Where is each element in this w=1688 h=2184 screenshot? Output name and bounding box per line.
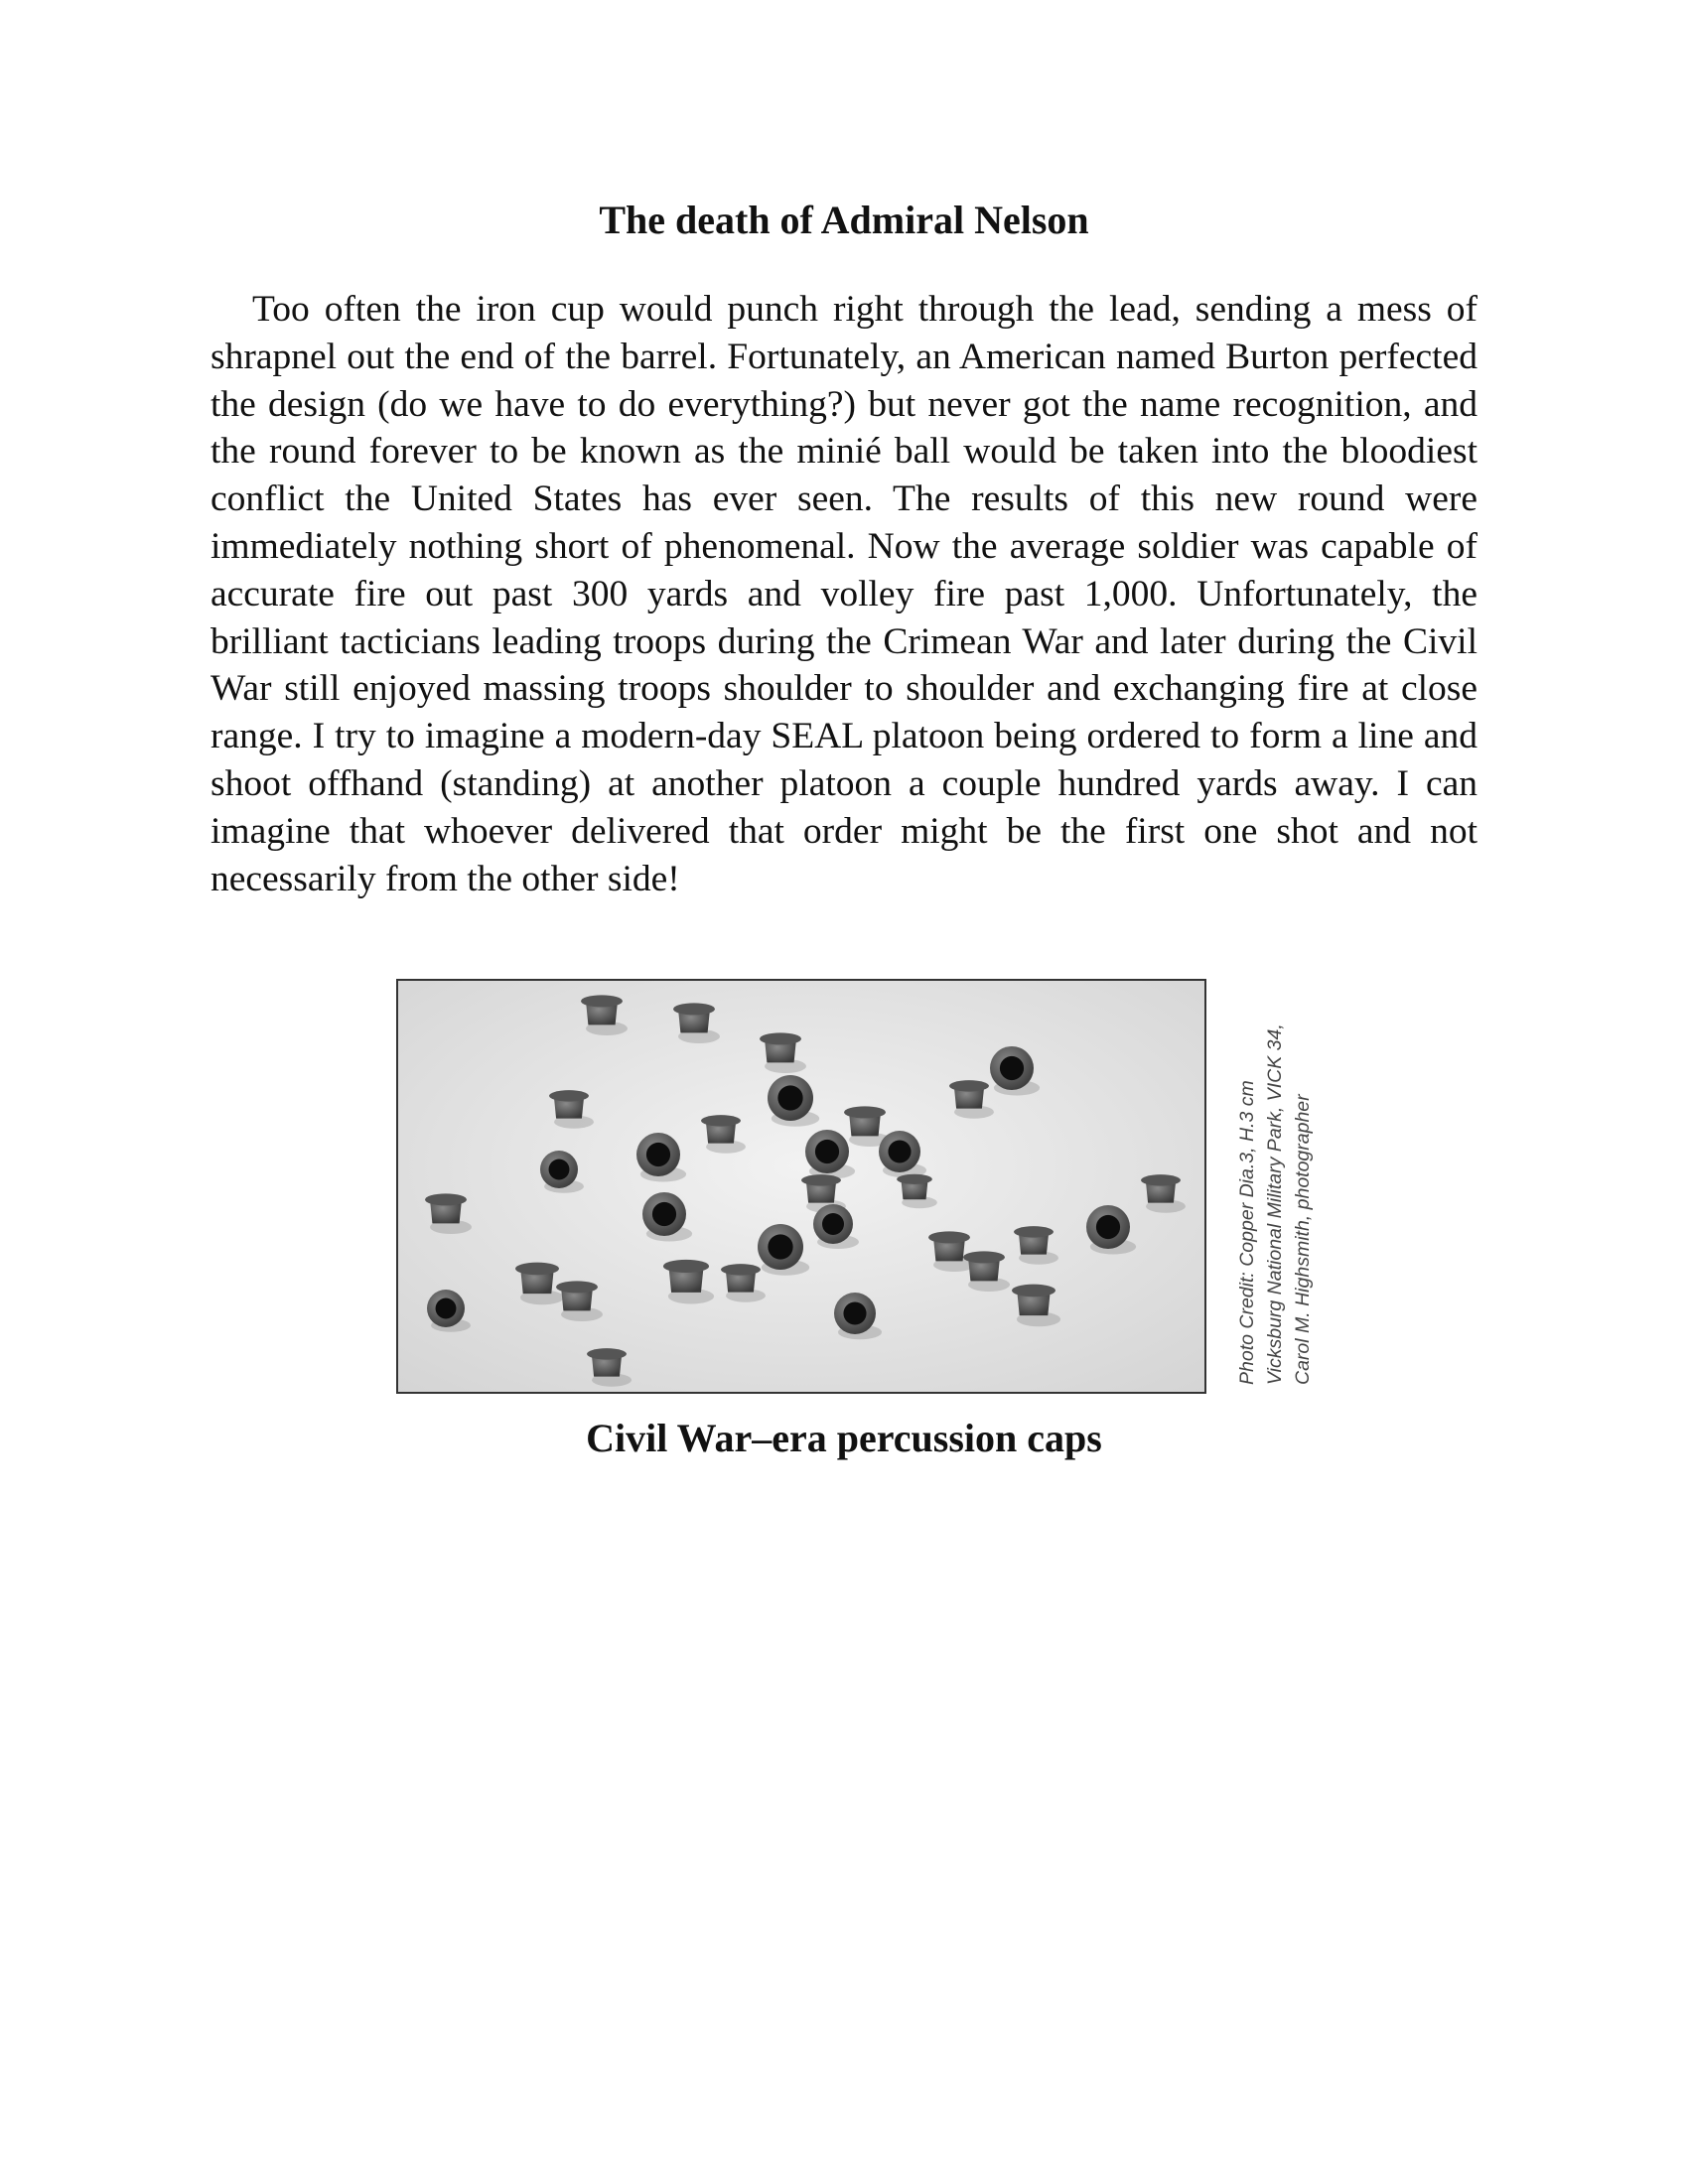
- body-paragraph: Too often the iron cup would punch right through the lead, sending a mess of shrapnel out the end of the barrel. Fortunately, an American named Burton perfected the design (do we have to do everything?) but never got the name recognition, and the round forever to be known as the minié ball would be taken into the bloodiest conflict the United States has ever seen. The results of this new round were immediately nothing short of phenomenal. Now the average soldier was capable of accurate fire out past 300 yards and volley fire past 1,000. Unfortunately, the brilliant tacticians leading troops during the Crimean War and later during the Civil War still enjoyed massing troops shoulder to shoulder and exchanging fire at close range. I try to imagine a modern-day SEAL platoon being ordered to form a line and shoot offhand (standing) at another platoon a couple hundred yards away. I can imagine that whoever delivered that order might be the first one shot and not necessarily from the other side!: [211, 289, 1477, 899]
- percussion-caps-photo: [396, 979, 1206, 1394]
- photo-credit-line: Carol M. Highsmith, photographer: [1292, 1094, 1314, 1385]
- figure-caption: Civil War–era percussion caps: [586, 1416, 1102, 1460]
- photo-credit-line: Vicksburg National Military Park, VICK 34,: [1264, 1024, 1286, 1385]
- page-title: The death of Admiral Nelson: [599, 198, 1089, 242]
- photo-credit-line: Photo Credit: Copper Dia.3, H.3 cm: [1236, 1080, 1258, 1385]
- photo-credit: [1233, 968, 1317, 1385]
